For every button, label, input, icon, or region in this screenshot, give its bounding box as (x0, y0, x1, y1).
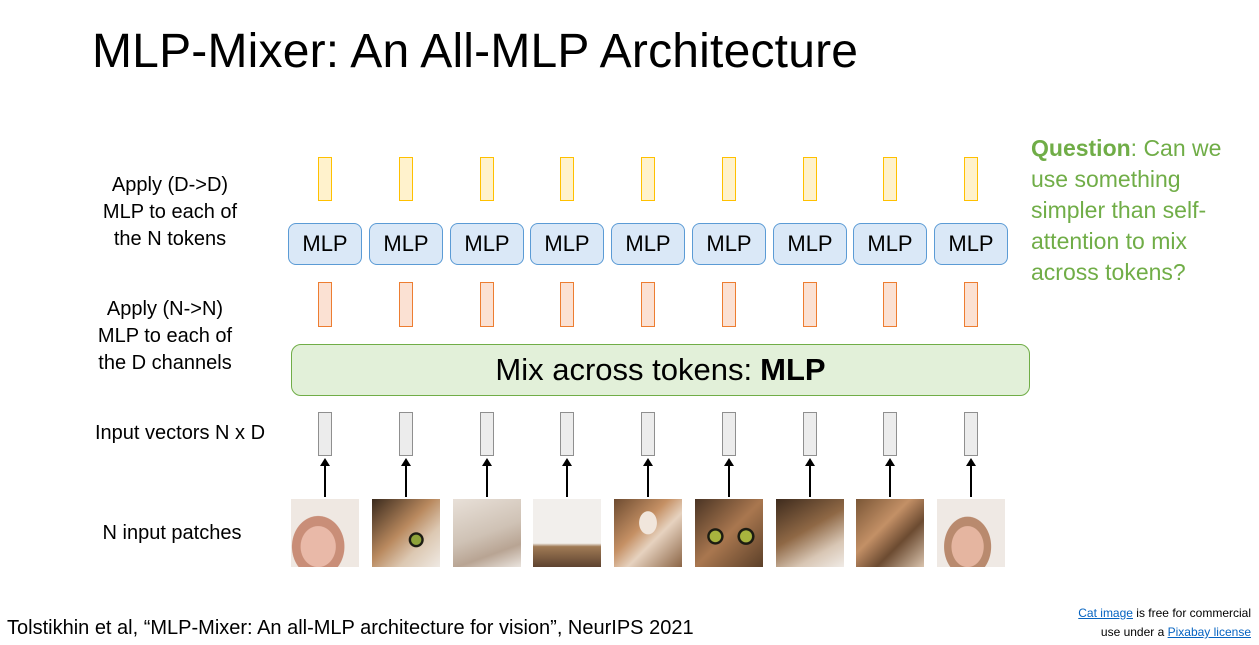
mix-across-tokens-bar (291, 344, 1030, 396)
patch-to-vector-arrow (809, 465, 811, 497)
license-text2: use under a (1100, 625, 1168, 639)
label-apply-dd-line3: the N tokens (113, 228, 227, 250)
output-vector (318, 157, 332, 201)
input-patch-image (614, 499, 682, 567)
token-mlp-box (450, 223, 524, 265)
channel-mixed-vector (883, 282, 897, 327)
channel-mixed-vector (399, 282, 413, 327)
token-mlp-label: MLP (787, 231, 833, 256)
output-vector (399, 157, 413, 201)
input-patch-image (453, 499, 521, 567)
input-vector (641, 412, 655, 456)
channel-mixed-vector (722, 282, 736, 327)
license-text1: is free for commercial (1132, 606, 1251, 620)
pixabay-license-link[interactable]: Pixabay license (1167, 625, 1251, 639)
input-vector (883, 412, 897, 456)
label-apply-nn-line2: MLP to each of (97, 325, 233, 347)
output-vector (560, 157, 574, 201)
output-vector (803, 157, 817, 201)
input-patch-image (291, 499, 359, 567)
token-mlp-box (692, 223, 766, 265)
token-mlp-box (611, 223, 685, 265)
input-patch-image (695, 499, 763, 567)
channel-mixed-vector (803, 282, 817, 327)
input-patch-image (856, 499, 924, 567)
page-title: MLP-Mixer: An All-MLP Architecture (92, 25, 859, 78)
patch-to-vector-arrow (970, 465, 972, 497)
patch-to-vector-arrow (324, 465, 326, 497)
patch-to-vector-arrow (889, 465, 891, 497)
input-vector (318, 412, 332, 456)
input-vector (480, 412, 494, 456)
input-vector (964, 412, 978, 456)
patch-to-vector-arrow (647, 465, 649, 497)
license-note (1078, 604, 1251, 642)
token-mlp-label: MLP (464, 231, 510, 256)
output-vector (641, 157, 655, 201)
token-mlp-label: MLP (867, 231, 913, 256)
output-vector (883, 157, 897, 201)
token-mlp-box (773, 223, 847, 265)
token-mlp-label: MLP (383, 231, 429, 256)
input-vector (722, 412, 736, 456)
label-apply-dd-line2: MLP to each of (102, 201, 238, 223)
channel-mixed-vector (480, 282, 494, 327)
token-mlp-box (530, 223, 604, 265)
question-text: : Can we use something simpler than self-attention to mix across tokens? (1031, 135, 1222, 285)
patch-to-vector-arrow (405, 465, 407, 497)
input-vector (399, 412, 413, 456)
channel-mixed-vector (560, 282, 574, 327)
license-line1 (1078, 604, 1251, 623)
output-vector (480, 157, 494, 201)
token-mlp-label: MLP (544, 231, 590, 256)
input-vector (803, 412, 817, 456)
token-mlp-box (369, 223, 443, 265)
channel-mixed-vector (964, 282, 978, 327)
token-mlp-label: MLP (302, 231, 348, 256)
channel-mixed-vector (318, 282, 332, 327)
label-apply-dd-line1: Apply (D->D) (111, 174, 229, 196)
token-mlp-label: MLP (948, 231, 994, 256)
input-vector (560, 412, 574, 456)
patch-to-vector-arrow (728, 465, 730, 497)
mix-bar-prefix: Mix across tokens: (495, 352, 753, 387)
output-vector (964, 157, 978, 201)
license-line2 (1078, 623, 1251, 642)
mix-bar-bold: MLP (760, 352, 826, 387)
input-patch-image (372, 499, 440, 567)
cat-image-link[interactable]: Cat image (1078, 606, 1133, 620)
token-mlp-label: MLP (625, 231, 671, 256)
input-patch-image (937, 499, 1005, 567)
question-bold: Question (1031, 135, 1131, 161)
label-input-patches: N input patches (102, 522, 242, 544)
label-apply-nn-line1: Apply (N->N) (106, 298, 224, 320)
channel-mixed-vector (641, 282, 655, 327)
question-callout (1031, 133, 1241, 288)
token-mlp-box (853, 223, 927, 265)
patch-to-vector-arrow (566, 465, 568, 497)
patch-to-vector-arrow (486, 465, 488, 497)
token-mlp-box (934, 223, 1008, 265)
label-apply-dd (85, 172, 255, 253)
input-patch-image (776, 499, 844, 567)
label-apply-nn (80, 296, 250, 377)
output-vector (722, 157, 736, 201)
citation: Tolstikhin et al, “MLP-Mixer: An all-MLP architecture for vision”, NeurIPS 2021 (7, 617, 694, 639)
token-mlp-label: MLP (706, 231, 752, 256)
input-patch-image (533, 499, 601, 567)
token-mlp-box (288, 223, 362, 265)
label-apply-nn-line3: the D channels (98, 352, 232, 374)
label-input-vectors: Input vectors N x D (94, 422, 266, 444)
